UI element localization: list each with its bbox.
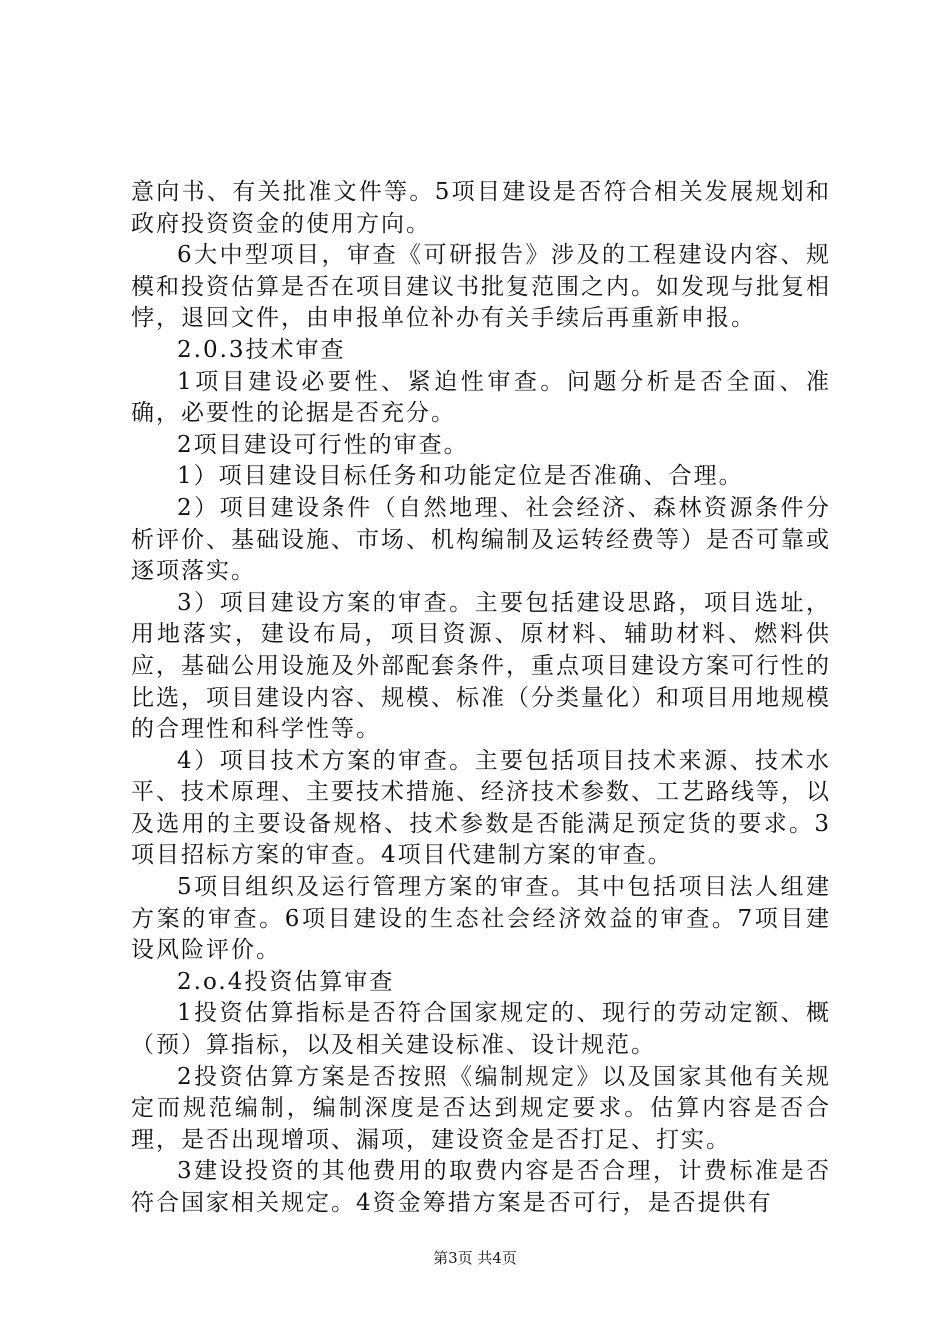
paragraph-13: 2投资估算方案是否按照《编制规定》以及国家其他有关规定而规范编制，编制深度是否达到规定要求。估算内容是否合理，是否出现增项、漏项，建设资金是否打足、打实。: [131, 1063, 831, 1153]
section-heading-2-o-4: 2.o.4投资估算审查: [177, 968, 395, 995]
page-number-footer: 第3页 共4页: [433, 1249, 517, 1267]
paragraph-9: 4）项目技术方案的审查。主要包括项目技术来源、技术水平、技术原理、主要技术措施、经济技术参数、工艺路线等，以及选用的主要设备规格、技术参数是否能满足预定货的要求。3项目招标方案的审查。4项目代建制方案的审查。: [131, 747, 831, 869]
paragraph-12: 1投资估算指标是否符合国家规定的、现行的劳动定额、概（预）算指标，以及相关建设标准、设计规范。: [131, 1000, 831, 1059]
paragraph-14: 3建设投资的其他费用的取费内容是否合理，计费标准是否符合国家相关规定。4资金筹措方案是否可行，是否提供有: [131, 1158, 831, 1216]
paragraph-10: 5项目组织及运行管理方案的审查。其中包括项目法人组建方案的审查。6项目建设的生态社会经济效益的审查。7项目建设风险评价。: [131, 874, 831, 964]
document-body: [131, 177, 831, 1220]
paragraph-8: 3）项目建设方案的审查。主要包括建设思路，项目选址，用地落实，建设布局，项目资源、原材料、辅助材料、燃料供应，基础公用设施及外部配套条件，重点项目建设方案可行性的比选，项目建设内容、规模、标准（分类量化）和项目用地规模的合理性和科学性等。: [131, 589, 831, 743]
paragraph-4: 1项目建设必要性、紧迫性审查。问题分析是否全面、准确，必要性的论据是否充分。: [131, 368, 831, 427]
paragraph-7: 2）项目建设条件（自然地理、社会经济、森林资源条件分析评价、基础设施、市场、机构编制及运转经费等）是否可靠或逐项落实。: [131, 494, 831, 585]
paragraph-1: 意向书、有关批准文件等。5项目建设是否符合相关发展规划和政府投资资金的使用方向。: [131, 179, 831, 237]
section-heading-2-0-3: 2.0.3技术审查: [177, 336, 346, 363]
paragraph-2: 6大中型项目，审查《可研报告》涉及的工程建设内容、规模和投资估算是否在项目建议书批复范围之内。如发现与批复相悖，退回文件，由申报单位补办有关手续后再重新申报。: [131, 242, 831, 332]
paragraph-5: 2项目建设可行性的审查。: [177, 431, 469, 458]
paragraph-6: 1）项目建设目标任务和功能定位是否准确、合理。: [177, 463, 744, 490]
